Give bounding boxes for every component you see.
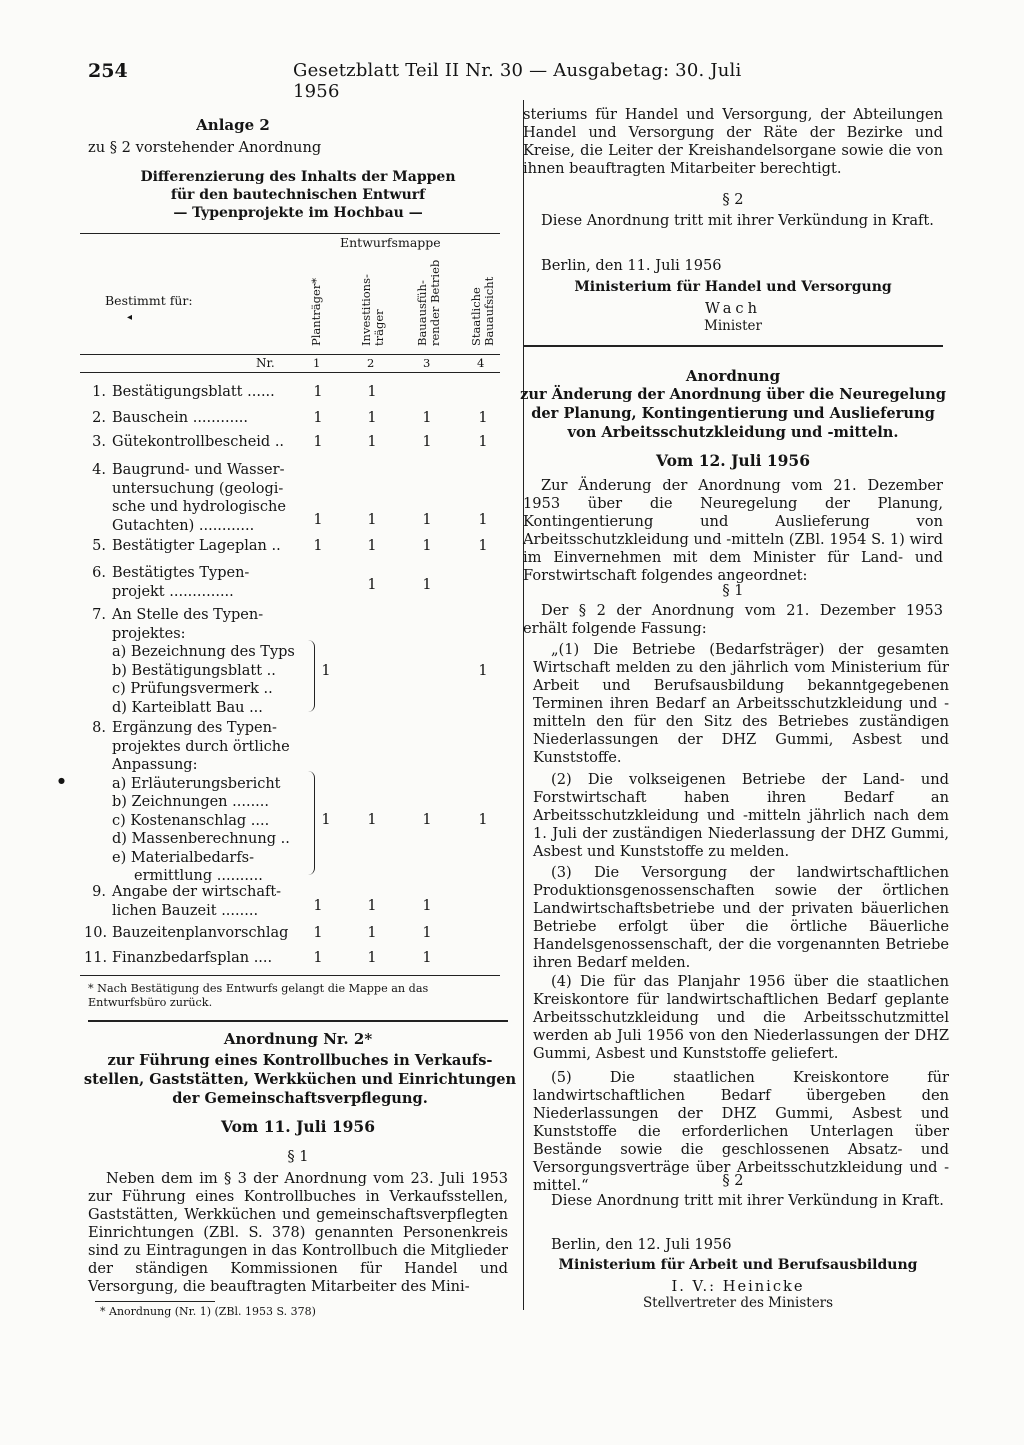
sub-paragraph: (4) Die für das Planjahr 1956 über die staatlichen Kreiskontore für landwirtschaftlichen Bedarf geplante Arbeitsschutzkleidung und die Arbeitsschutzmittel werden ab Juli 1956 von den Niederlassungen der DHZ Gummi, Asbest und Kunststoffe geliefert. <box>533 973 949 1062</box>
gazette-title: Gesetzblatt Teil II Nr. 30 — Ausgabetag: 30. Juli 1956 <box>293 60 742 102</box>
row-text-line: Ergänzung des Typen- <box>112 720 277 736</box>
cell-value: 1 <box>422 538 432 554</box>
anordnung-heading-line: zur Änderung der Anordnung über die Neuregelung <box>520 386 946 403</box>
table-row-label-header: Bestimmt für: <box>105 293 193 308</box>
anordnung2-footnote: * Anordnung (Nr. 1) (ZBl. 1953 S. 378) <box>100 1305 316 1318</box>
cell-value: 1 <box>367 538 377 554</box>
section-divider <box>88 1020 508 1022</box>
column-nr: 4 <box>477 356 485 370</box>
cell-value: 1 <box>313 512 323 528</box>
anlage-heading-line: für den bautechnischen Entwurf <box>170 187 426 203</box>
row-text-line: projektes durch örtliche <box>112 738 290 755</box>
nr-label: Nr. <box>256 356 275 370</box>
cell-value: 1 <box>422 925 432 941</box>
signer-name: Wach <box>704 300 761 317</box>
row-number: 11. <box>84 950 108 966</box>
cell-value: 1 <box>313 410 323 426</box>
anordnung-intro: Zur Änderung der Anordnung vom 21. Dezember 1953 über die Neuregelung der Planung, Kontingentierung und Auslieferung von Arbeitsschutzkleidung und -mitteln (ZBl. 1954 S. 1) wird im Einvernehmen mit dem Minister für Land- und Forstwirtschaft folgendes angeordnet: <box>523 477 943 584</box>
row-number: 7. <box>92 607 106 623</box>
row-sub-item: c) Prüfungsvermerk .. <box>112 681 273 697</box>
row-text <box>112 606 330 717</box>
page-number: 254 <box>88 60 128 82</box>
cell-value: 1 <box>478 434 488 450</box>
anlage-heading <box>88 168 508 222</box>
cell-value: 1 <box>367 410 377 426</box>
page-header <box>88 60 748 102</box>
row-text: Bestätigter Lageplan .. <box>112 538 281 554</box>
cell-value: 1 <box>313 950 323 966</box>
row-text-line: untersuchung (geologi- <box>112 480 284 497</box>
row-number: 2. <box>92 410 106 426</box>
row-number: 8. <box>92 720 106 736</box>
anordnung2-heading-line: der Gemeinschaftsverpflegung. <box>172 1090 428 1107</box>
row-sub-item: a) Bezeichnung des Typs <box>112 644 295 660</box>
sub-paragraph: (5) Die staatlichen Kreiskontore für landwirtschaftlichen Bedarf übergeben den Niederlassungen der DHZ Gummi, Asbest und Kunststoffe die erforderlichen Unterlagen über Bestände sowie die geschlossenen Absatz- und Versorgungsverträge über Arbeitsschutzkleidung und -mittel.“ <box>533 1069 949 1194</box>
cell-value: 1 <box>422 950 432 966</box>
cell-value: 1 <box>478 812 488 828</box>
anordnung2-heading <box>80 1051 520 1108</box>
row-text-line: Anpassung: <box>112 757 198 773</box>
anordnung-title: Anordnung <box>685 367 781 385</box>
table-footnote: * Nach Bestätigung des Entwurfs gelangt die Mappe an das Entwurfsbüro zurück. <box>88 982 429 1009</box>
place-date: Berlin, den 11. Juli 1956 <box>541 257 722 274</box>
sub-paragraph: (3) Die Versorgung der landwirtschaftlichen Produktionsgenossenschaften sowie der örtlichen Landwirtschaftsbetriebe und der privaten bäuerlichen Betriebe erfolgt über die örtliche Bäuerliche Handelsgenossenschaft, der die vorgenannten Betriebe ihren Bedarf melden. <box>533 864 949 971</box>
cell-value: 1 <box>313 925 323 941</box>
ministry-name: Ministerium für Handel und Versorgung <box>574 279 892 295</box>
cell-value: 1 <box>478 538 488 554</box>
row-sub-item: d) Karteiblatt Bau ... <box>112 699 263 716</box>
anordnung-heading-line: von Arbeitsschutzkleidung und -mitteln. <box>567 424 899 441</box>
column-header-plantraeger: Planträger* <box>309 277 323 346</box>
row-number: 1. <box>92 384 106 400</box>
footnote-rule <box>95 1301 215 1302</box>
anordnung-heading <box>515 385 951 442</box>
cell-value: 1 <box>422 577 432 593</box>
row-sub-item: d) Massenberechnung .. <box>112 831 290 847</box>
table-top-rule <box>80 233 500 234</box>
cell-value: 1 <box>478 663 488 679</box>
anlage-subtitle: zu § 2 vorstehender Anordnung <box>88 139 322 156</box>
table-nr-rule <box>80 372 500 373</box>
cell-value: 1 <box>321 812 331 828</box>
row-text <box>112 719 330 886</box>
row-text-line: projekt .............. <box>112 583 234 600</box>
brace-icon <box>308 771 315 875</box>
signer-title: Stellvertreter des Ministers <box>642 1295 834 1311</box>
anlage-heading-line: — Typenprojekte im Hochbau — <box>173 205 423 221</box>
table-bottom-rule <box>80 975 500 976</box>
anordnung2-heading-line: stellen, Gaststätten, Werkküchen und Einrichtungen <box>83 1071 517 1088</box>
cell-value: 1 <box>367 384 377 400</box>
anordnung2-date: Vom 11. Juli 1956 <box>220 1117 376 1136</box>
row-sub-item: e) Materialbedarfs- <box>112 849 255 866</box>
cell-value: 1 <box>367 434 377 450</box>
row-text <box>112 883 330 920</box>
row-number: 4. <box>92 462 106 478</box>
row-text-line: Angabe der wirtschaft- <box>112 884 282 900</box>
bullet-icon: ◂ <box>127 312 133 323</box>
anordnung2-para-sign: § 1 <box>287 1148 309 1165</box>
cell-value: 1 <box>422 512 432 528</box>
cell-value: 1 <box>313 538 323 554</box>
anordnung2-body: Neben dem im § 3 der Anordnung vom 23. Juli 1953 zur Führung eines Kontrollbuches in Verkaufsstellen, Gaststätten, Werkküchen und gemeinschaftsverpflegten Einrichtungen (ZBl. S. 378) genannten Personenkreis sind zu Eintragungen in das Kontrollbuch die Mitglieder der ständigen Kommissionen für Handel und Versorgung, die beauftragten Mitarbeiter des Mini- <box>88 1170 508 1295</box>
row-sub-item: b) Zeichnungen ........ <box>112 794 270 810</box>
cell-value: 1 <box>367 512 377 528</box>
ministry-name: Ministerium für Arbeit und Berufsausbildung <box>558 1257 918 1273</box>
row-text-line: sche und hydrologische <box>112 499 286 515</box>
anlage-title: Anlage 2 <box>196 116 270 134</box>
row-text: Finanzbedarfsplan .... <box>112 950 273 966</box>
anlage-heading-line: Differenzierung des Inhalts der Mappen <box>140 169 456 185</box>
row-text-line: projektes: <box>112 625 186 642</box>
paragraph-text: Diese Anordnung tritt mit ihrer Verkündung in Kraft. <box>551 1192 944 1209</box>
row-text-line: An Stelle des Typen- <box>112 607 264 623</box>
para-sign: § 2 <box>722 1172 744 1189</box>
column-nr: 1 <box>313 356 321 370</box>
row-text: Bauzeitenplanvorschlag <box>112 925 289 941</box>
para-sign: § 1 <box>722 582 744 599</box>
cell-value: 1 <box>422 410 432 426</box>
cell-value: 1 <box>313 898 323 914</box>
cell-value: 1 <box>313 434 323 450</box>
row-sub-item: ermittlung .......... <box>134 868 263 884</box>
row-sub-item: a) Erläuterungsbericht <box>112 775 281 792</box>
column-header-staatliche-bauaufsicht: Staatliche Bauaufsicht <box>469 276 496 346</box>
row-text-line: Bestätigtes Typen- <box>112 565 250 581</box>
cell-value: 1 <box>478 410 488 426</box>
anordnung-heading-line: der Planung, Kontingentierung und Auslieferung <box>531 405 935 422</box>
row-text-line: Baugrund- und Wasser- <box>112 462 285 478</box>
cell-value: 1 <box>422 434 432 450</box>
row-number: 3. <box>92 434 106 450</box>
column-header-bauausfuehrender-betrieb: Bauausfüh- render Betrieb <box>415 259 442 346</box>
cell-value: 1 <box>367 950 377 966</box>
place-date: Berlin, den 12. Juli 1956 <box>551 1236 732 1253</box>
row-text <box>112 461 330 535</box>
cell-value: 1 <box>422 898 432 914</box>
cell-value: 1 <box>321 663 331 679</box>
margin-dot-icon: ● <box>58 776 65 785</box>
cell-value: 1 <box>422 812 432 828</box>
para-sign: § 2 <box>722 191 744 208</box>
row-sub-item: c) Kostenanschlag .... <box>112 812 270 829</box>
row-text-line: Gutachten) ............ <box>112 517 255 534</box>
brace-icon <box>308 640 315 712</box>
paragraph-text: Diese Anordnung tritt mit ihrer Verkündung in Kraft. <box>541 212 934 229</box>
cell-value: 1 <box>313 384 323 400</box>
column-header-investitionstraeger: Investitions- träger <box>359 274 386 346</box>
cell-value: 1 <box>367 898 377 914</box>
anordnung2-heading-line: zur Führung eines Kontrollbuches in Verkaufs- <box>107 1052 493 1069</box>
cell-value: 1 <box>367 812 377 828</box>
column-nr: 3 <box>423 356 431 370</box>
sub-paragraph: „(1) Die Betriebe (Bedarfsträger) der gesamten Wirtschaft melden zu den jährlich vom Ministerium für Arbeit und Berufsausbildung bekanntgegebenen Terminen ihren Bedarf an Arbeitsschutzkleidung und -mitteln den für den Sitz des Betriebes zuständigen Niederlassungen der DHZ Gummi, Asbest und Kunststoffe. <box>533 641 949 766</box>
anordnung-date: Vom 12. Juli 1956 <box>655 451 811 470</box>
row-text-line: lichen Bauzeit ........ <box>112 902 259 919</box>
row-text <box>112 564 330 601</box>
anordnung2-continuation: steriums für Handel und Versorgung, der Abteilungen Handel und Versorgung der Räte der Bezirke und Kreise, die Leiter der Kreishandelsorgane sowie die von ihnen beauftragten Mitarbeiter berechtigt. <box>523 106 943 177</box>
cell-value: 1 <box>367 577 377 593</box>
signer-title: Minister <box>704 318 762 334</box>
row-number: 9. <box>92 884 106 900</box>
row-text: Gütekontrollbescheid .. <box>112 434 285 450</box>
row-number: 5. <box>92 538 106 554</box>
section-divider <box>523 345 943 347</box>
row-number: 10. <box>84 925 108 941</box>
column-nr: 2 <box>367 356 375 370</box>
cell-value: 1 <box>478 512 488 528</box>
row-sub-item: b) Bestätigungsblatt .. <box>112 662 276 679</box>
row-text: Bestätigungsblatt ...... <box>112 384 275 400</box>
paragraph-text: Der § 2 der Anordnung vom 21. Dezember 1953 erhält folgende Fassung: <box>523 602 943 637</box>
sub-paragraph: (2) Die volkseigenen Betriebe der Land- und Forstwirtschaft haben ihren Bedarf an Arbeitsschutzkleidung und -mitteln jährlich nach dem 1. Juli der zuständigen Niederlassung der DHZ Gummi, Asbest und Kunststoffe zu melden. <box>533 771 949 860</box>
table-header-rule <box>80 354 500 355</box>
cell-value: 1 <box>367 925 377 941</box>
row-number: 6. <box>92 565 106 581</box>
table-group-header: Entwurfsmappe <box>340 235 441 250</box>
signer-name: I. V.: Heinicke <box>671 1278 805 1295</box>
row-text: Bauschein ............ <box>112 410 249 426</box>
anordnung2-title: Anordnung Nr. 2* <box>223 1030 373 1048</box>
